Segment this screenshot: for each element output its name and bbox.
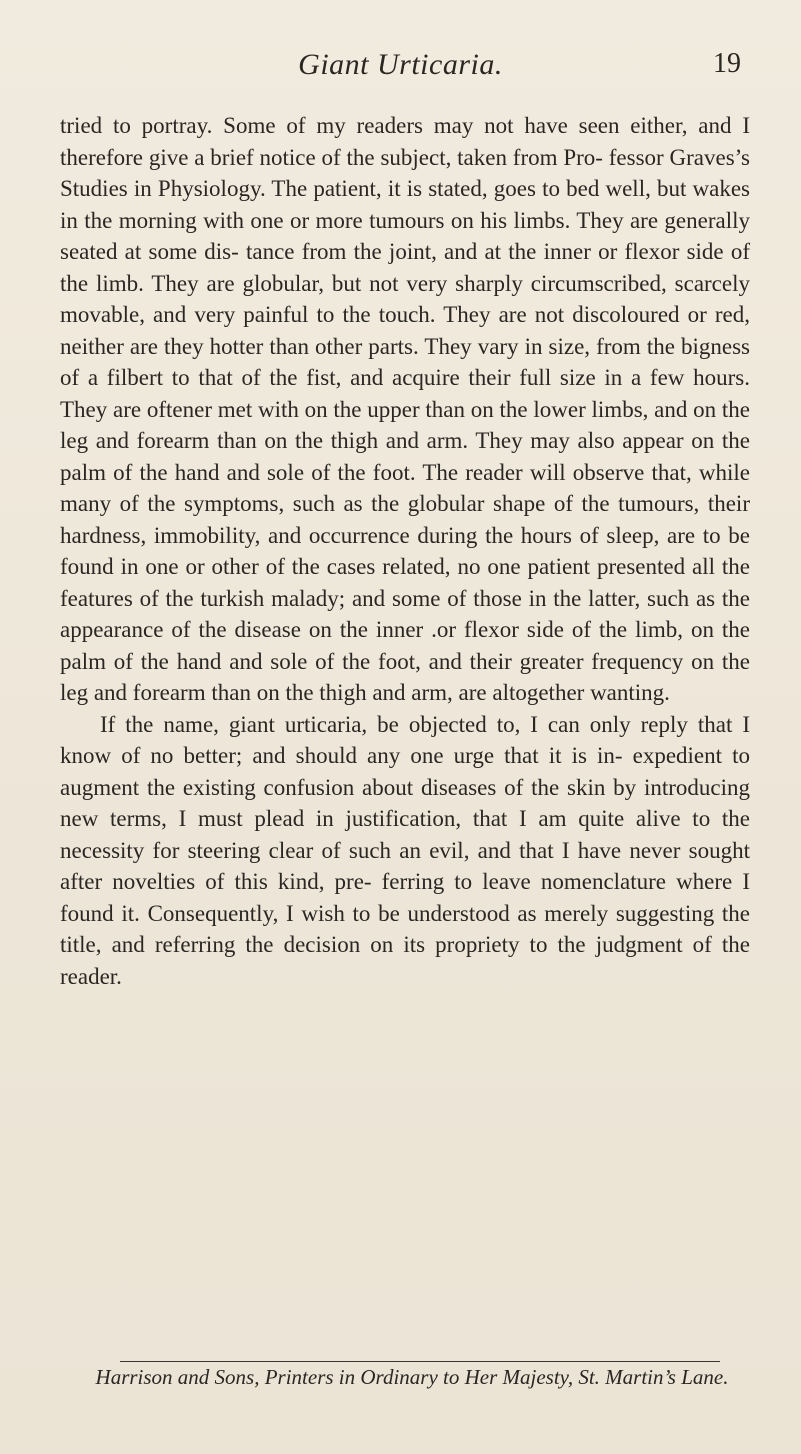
paragraph-1: tried to portray. Some of my readers may not have seen either, and I therefore give a brief notice of the subject, taken from Pro- fessor Graves’s Studies in Physiology. The patient, it is stated, goes to bed well, but wakes in the morning with one or more tumours on his limbs. They are generally seated at some dis- tance from the joint, and at the inner or flexor side of the limb. They are globular, but not very sharply circumscribed, scarcely movable, and very painful to the touch. They are not discoloured or red, neither are they hotter than other parts. They vary in size, from the bigness of a filbert to that of the fist, and acquire their full size in a few hours. They are oftener met with on the upper than on the lower limbs, and on the leg and forearm than on the thigh and arm. They may also appear on the palm of the hand and sole of the foot. The reader will observe that, while many of the symptoms, such as the globular shape of the tumours, their hardness, immobility, and occurrence during the hours of sleep, are to be found in one or other of the cases related, no one patient presented all the features of the turkish malady; and some of those in the latter, such as the appearance of the disease on the inner .or flexor side of the limb, on the palm of the hand and sole of the foot, and their greater frequency on the leg and forearm than on the thigh and arm, are altogether wanting. xyxy=(60,113,750,705)
imprint-rule xyxy=(120,1361,720,1362)
running-head xyxy=(0,48,801,88)
printer-imprint: Harrison and Sons, Printers in Ordinary to Her Majesty, St. Martin’s Lane. xyxy=(95,1365,729,1389)
running-title: Giant Urticaria. xyxy=(298,48,503,81)
body-text xyxy=(60,110,750,992)
paragraph-2: If the name, giant urticaria, be objected to, I can only reply that I know of no better; and should any one urge that it is in- expedient to augment the existing confusion about diseases of the skin by introducing new terms, I must plead in justification, that I am quite alive to the necessity for steering clear of such an evil, and that I have never sought after novelties of this kind, pre- ferring to leave nomenclature where I found it. Consequently, I wish to be understood as merely suggesting the title, and referring the decision on its propriety to the judgment of the reader. xyxy=(60,711,750,989)
page-number: 19 xyxy=(713,48,741,79)
